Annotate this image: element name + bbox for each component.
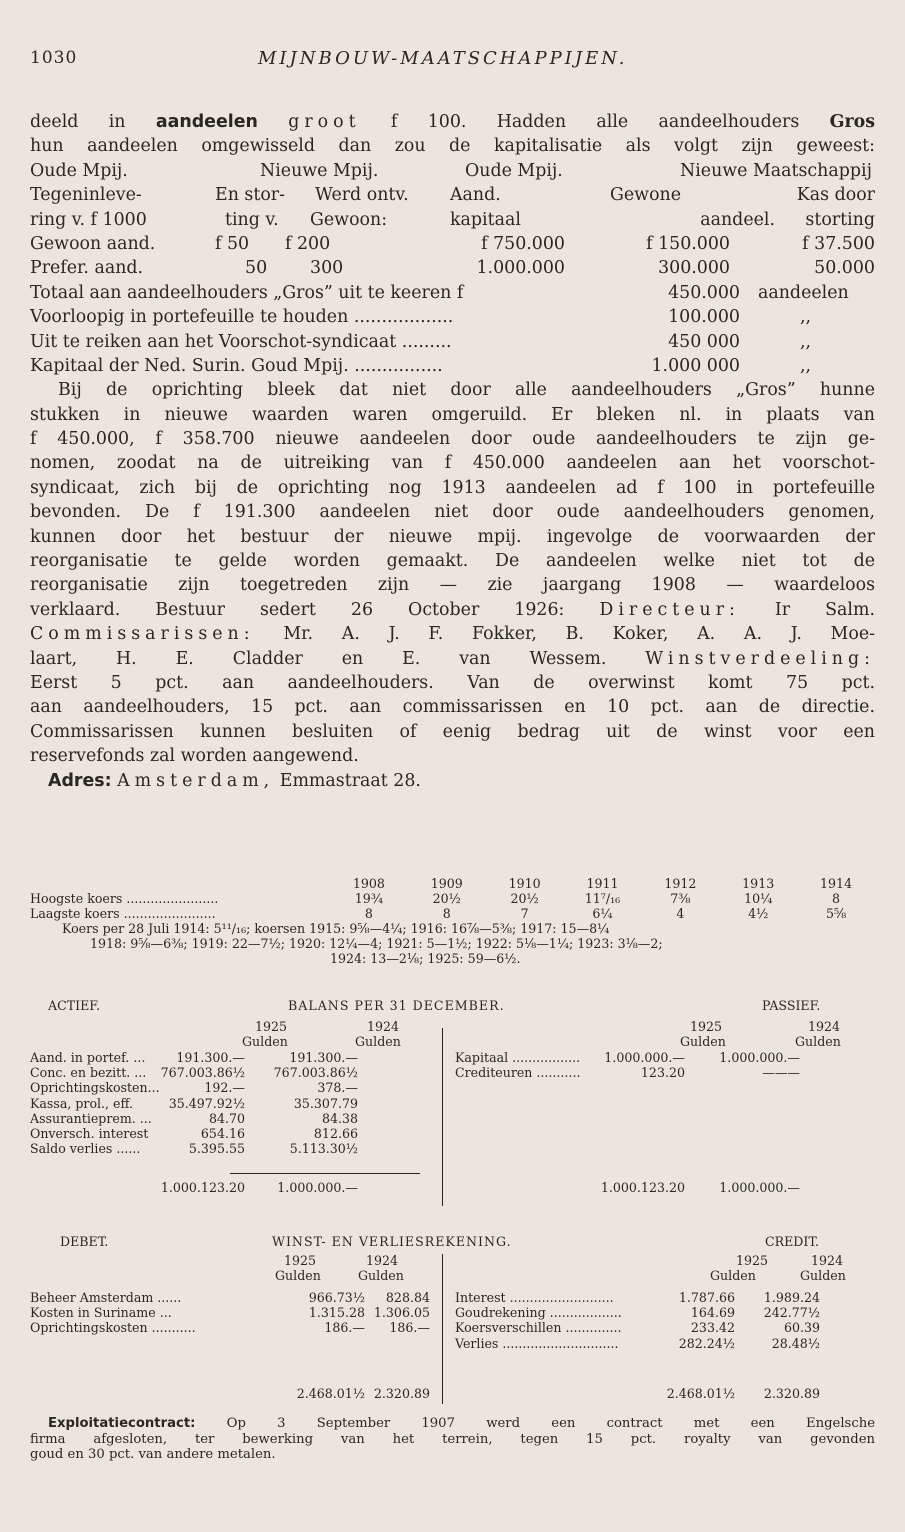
balans-total-value: 1.000.000.— (277, 1180, 358, 1195)
body-text: laart, H. E. Cladder en E. van Wessem. (30, 648, 646, 669)
balans-left-value: 378.— (317, 1080, 358, 1096)
winst-row (30, 1305, 875, 1320)
conv-cell: 1.000.000 (476, 258, 565, 279)
conv-head: ting v. (225, 209, 279, 230)
balans-row (30, 1141, 875, 1156)
summary-label: Totaal aan aandeelhouders „Gros” uit te keeren f (30, 282, 464, 303)
koers-label: Hoogste koers ....................... (30, 891, 219, 906)
exploitatie-text: Op 3 September 1907 werd een contract met een Engelsche (195, 1416, 875, 1431)
koers-value: 20½ (510, 891, 539, 906)
balans-left-label: Aand. in portef. ... (30, 1050, 146, 1065)
body-line-commissarissen (30, 622, 875, 646)
body-line: syndicaat, zich bij de oprichting nog 1913 aandeelen ad f 100 in portefeuille (30, 477, 875, 498)
winst-year: 1924 (811, 1253, 844, 1269)
conv-head: En stor- (215, 185, 285, 206)
winst-row (30, 1320, 875, 1335)
conversion-header-3 (30, 208, 875, 232)
winst-total-value: 2.320.89 (373, 1386, 430, 1401)
winst-right-value: 1.989.24 (763, 1290, 820, 1305)
balans-right-label: Crediteuren ........... (455, 1065, 581, 1081)
body-line: reorganisatie te gelde worden gemaakt. De aandeelen welke niet tot de (30, 551, 875, 572)
balans-right-value: 123.20 (640, 1065, 685, 1081)
conv-cell: 50 (245, 258, 268, 279)
balans-unit: Gulden (355, 1034, 401, 1050)
winst-right-value: 164.69 (690, 1305, 735, 1321)
balans-heading-row (30, 998, 875, 1013)
koers-line: 1918: 9⅝—6⅜; 1919: 22—7½; 1920: 12¼—4; 1921: 5—1½; 1922: 5⅛—1¼; 1923: 3⅛—2; (90, 936, 663, 951)
balans-left-label: Oprichtingskosten... (30, 1080, 160, 1096)
exploitatie-line-2: firma afgesloten, ter bewerking van het terrein, tegen 15 pct. royalty van gevonden (30, 1431, 875, 1447)
exploitatie-line-3: goud en 30 pct. van andere metalen. (30, 1447, 276, 1463)
balans-left-label: Assurantieprem. ... (30, 1110, 152, 1126)
winst-row (30, 1290, 875, 1305)
koers-value: 19¾ (354, 891, 384, 906)
conv-head: Gewoon: (310, 209, 388, 230)
body-text: Ir Salm. (739, 599, 875, 620)
body-line: stukken in nieuwe waarden waren omgeruild. Er bleken nl. in plaats van (30, 404, 875, 425)
koers-year: 1912 (664, 876, 697, 891)
intro-section (30, 110, 875, 793)
winst-year: 1924 (366, 1253, 399, 1269)
body-line: Bij de oprichting bleek dat niet door alle aandeelhouders „Gros” hunne (58, 380, 875, 401)
adres-street: Emmastraat 28. (274, 770, 421, 791)
summary-value: 100.000 (668, 307, 740, 328)
winst-right-value: 28.48½ (771, 1335, 820, 1351)
summary-unit: ,, (800, 307, 812, 328)
koers-value: 8 (832, 891, 841, 906)
winst-right-value: 282.24½ (678, 1335, 735, 1351)
winst-unit: Gulden (275, 1268, 321, 1284)
body-line: aan aandeelhouders, 15 pct. aan commissarissen en 10 pct. aan de directie. (30, 697, 875, 718)
balans-left-value: 191.300.— (289, 1050, 358, 1065)
body-text: Mr. A. J. F. Fokker, B. Koker, A. A. J. Moe- (254, 624, 875, 645)
body-line: nomen, zoodat na de uitreiking van f 450.000 aandeelen aan het voorschot- (30, 453, 875, 474)
exploitatie-line-1 (30, 1416, 875, 1432)
balans-right-label: Kapitaal ................. (455, 1050, 581, 1065)
summary-value: 450.000 (668, 282, 740, 303)
balans-left-value: 5.113.30½ (289, 1141, 358, 1157)
koers-value: 6¼ (592, 906, 613, 921)
conv-cell: 50.000 (814, 258, 875, 279)
balans-year: 1925 (690, 1019, 723, 1035)
koers-value: 7 (520, 906, 529, 921)
summary-row (30, 281, 875, 305)
winst-row (30, 1336, 875, 1351)
koers-value: 7⅜ (670, 891, 691, 906)
conv-cell: f 50 (215, 233, 250, 254)
winst-year-row (30, 1253, 875, 1268)
body-line: reservefonds zal worden aangewend. (30, 746, 359, 767)
winst-left-value: 1.306.05 (373, 1305, 430, 1321)
intro-text: deeld in (30, 112, 156, 132)
koers-value: 4 (676, 906, 685, 921)
koers-value: 11⁷/₁₆ (584, 891, 621, 906)
winst-left-label: Kosten in Suriname ... (30, 1305, 172, 1321)
winst-year: 1925 (284, 1253, 317, 1269)
conv-head: Gewone (610, 185, 682, 206)
conv-head: Oude Mpij. (30, 160, 128, 181)
adres-city: Amsterdam, (117, 770, 275, 791)
winst-left-value: 966.73½ (308, 1290, 365, 1305)
winst-debet-label: DEBET. (60, 1234, 109, 1249)
balans-actief-label: ACTIEF. (48, 998, 101, 1013)
conversion-header-2 (30, 183, 875, 207)
koers-value: 10¼ (744, 891, 773, 906)
intro-bold-gros: Gros (829, 112, 875, 132)
balans-left-value: 35.497.92½ (168, 1095, 245, 1111)
koers-hoogste-row (30, 891, 875, 906)
winst-unit: Gulden (710, 1268, 756, 1284)
intro-spaced-groot: groot (288, 112, 361, 132)
conversion-row (30, 232, 875, 256)
conv-cell: Prefer. aand. (30, 258, 144, 279)
koers-value: 8 (364, 906, 373, 921)
winst-heading-row (30, 1234, 875, 1249)
conv-cell: f 200 (285, 233, 331, 254)
conv-cell: f 150.000 (646, 233, 730, 254)
intro-bold-aandeelen: aandeelen (155, 112, 258, 132)
body-line: bevonden. De f 191.300 aandeelen niet door oude aandeelhouders genomen, (30, 502, 875, 523)
koers-label: Laagste koers ....................... (30, 906, 216, 921)
balans-left-label: Conc. en bezitt. ... (30, 1065, 147, 1081)
winst-unit: Gulden (800, 1268, 846, 1284)
body-line: Eerst 5 pct. aan aandeelhouders. Van de overwinst komt 75 pct. (30, 672, 875, 693)
winst-right-value: 242.77½ (763, 1305, 820, 1321)
winst-total-value: 2.320.89 (763, 1386, 820, 1401)
koers-years-row (30, 876, 875, 891)
balans-unit: Gulden (680, 1034, 726, 1050)
balans-total-value: 1.000.123.20 (600, 1180, 685, 1195)
conv-cell: 300.000 (658, 258, 730, 279)
label-commissarissen: Commissarissen: (30, 624, 255, 645)
koers-value: 4½ (748, 906, 769, 921)
winst-left-value: 1.315.28 (308, 1305, 365, 1321)
conv-head: Aand. (450, 185, 501, 206)
adres-line (30, 769, 875, 793)
koers-year: 1908 (352, 876, 385, 891)
winst-left-value: 186.— (324, 1320, 365, 1336)
koers-line: 1924: 13—2⅛; 1925: 59—6½. (330, 951, 521, 966)
balans-left-value: 5.395.55 (188, 1141, 245, 1157)
balans-total-value: 1.000.000.— (719, 1180, 800, 1195)
balans-title: BALANS PER 31 DECEMBER. (288, 998, 505, 1013)
summary-label: Voorloopig in portefeuille te houden .................. (30, 307, 454, 328)
winst-divider (442, 1254, 443, 1404)
intro-text: f 100. Hadden alle aandeelhouders (360, 112, 830, 132)
balans-right-value: ——— (762, 1065, 800, 1081)
balans-left-label: Onversch. interest (30, 1125, 149, 1141)
koers-corner (30, 876, 330, 891)
balans-unit-row (30, 1034, 875, 1049)
body-line-bestuur (30, 598, 875, 622)
winst-unit: Gulden (358, 1268, 404, 1284)
winst-left-label: Oprichtingskosten ........... (30, 1320, 196, 1336)
winst-left-value: 828.84 (385, 1290, 430, 1305)
winst-year: 1925 (736, 1253, 769, 1269)
balans-row (30, 1126, 875, 1141)
winst-right-label: Interest .......................... (455, 1290, 614, 1305)
balans-year: 1925 (255, 1019, 288, 1035)
winst-total-value: 2.468.01½ (666, 1386, 735, 1401)
conv-head: Oude Mpij. (465, 160, 563, 181)
koers-year: 1914 (820, 876, 853, 891)
adres-label: Adres: (48, 770, 112, 791)
balans-left-total-rule (230, 1173, 420, 1174)
conv-head: kapitaal (450, 209, 521, 230)
balans-left-value: 767.003.86½ (273, 1065, 358, 1081)
koers-year: 1909 (430, 876, 463, 891)
balans-row (30, 1080, 875, 1095)
summary-row (30, 354, 875, 378)
label-directeur: Directeur: (599, 599, 740, 620)
conv-head: Werd ontv. (315, 185, 409, 206)
summary-label: Kapitaal der Ned. Surin. Goud Mpij. ................ (30, 355, 443, 376)
body-paragraph (30, 378, 875, 793)
summary-unit: ,, (800, 355, 812, 376)
body-line: reorganisatie zijn toegetreden zijn — zie jaargang 1908 — waardeloos (30, 575, 875, 596)
summary-row (30, 330, 875, 354)
conv-cell: f 750.000 (481, 233, 565, 254)
balans-left-value: 191.300.— (176, 1050, 245, 1065)
conv-head: aandeel. (700, 209, 775, 230)
body-line: f 450.000, f 358.700 nieuwe aandeelen door oude aandeelhouders te zijn ge- (30, 429, 875, 450)
balans-left-value: 767.003.86½ (160, 1065, 245, 1081)
balans-left-value: 84.70 (208, 1110, 245, 1126)
winst-title: WINST- EN VERLIESREKENING. (272, 1234, 512, 1249)
summary-table (30, 281, 875, 379)
balans-left-value: 654.16 (200, 1125, 245, 1141)
balans-total-row (30, 1180, 875, 1195)
balans-body (30, 1050, 875, 1195)
koers-laagste-row (30, 906, 875, 921)
page-header (30, 48, 875, 78)
winst-right-value: 60.39 (783, 1320, 820, 1336)
winst-right-label: Verlies ............................. (455, 1335, 619, 1351)
conv-head: Kas door (796, 185, 875, 206)
balans-unit: Gulden (795, 1034, 841, 1050)
winst-credit-label: CREDIT. (765, 1234, 819, 1249)
balans-passief-label: PASSIEF. (762, 998, 821, 1013)
conv-head: Nieuwe Maatschappij (680, 160, 872, 181)
winst-left-label: Beheer Amsterdam ...... (30, 1290, 182, 1305)
koers-year: 1913 (742, 876, 775, 891)
summary-label: Uit te reiken aan het Voorschot-syndicaat ......... (30, 331, 452, 352)
balans-left-label: Kassa, prol., eff. (30, 1095, 134, 1111)
balans-year: 1924 (808, 1019, 841, 1035)
balans-total-value: 1.000.123.20 (160, 1180, 245, 1195)
running-title: MIJNBOUW-MAATSCHAPPIJEN. (258, 48, 628, 69)
label-winstverdeeling: Winstverdeeling: (645, 648, 875, 669)
conv-cell: Gewoon aand. (30, 233, 156, 254)
balans-unit: Gulden (242, 1034, 288, 1050)
conv-cell: 300 (310, 258, 344, 279)
summary-row (30, 305, 875, 329)
winst-right-label: Koersverschillen .............. (455, 1320, 622, 1336)
balans-row (30, 1111, 875, 1126)
summary-unit: ,, (800, 331, 812, 352)
exploitatie-label: Exploitatiecontract: (48, 1416, 196, 1431)
balans-left-value: 812.66 (313, 1125, 358, 1141)
conv-head: Nieuwe Mpij. (260, 160, 379, 181)
winst-body (30, 1290, 875, 1401)
conv-cell: f 37.500 (802, 233, 875, 254)
balans-row (30, 1096, 875, 1111)
body-line-winstverdeeling (30, 647, 875, 671)
balans-left-label: Saldo verlies ...... (30, 1141, 141, 1157)
winst-table (30, 1234, 875, 1404)
intro-line-2: hun aandeelen omgewisseld dan zou de kapitalisatie als volgt zijn geweest: (30, 136, 875, 157)
conv-head: Tegeninleve- (30, 185, 142, 206)
exploitatie-paragraph (30, 1416, 875, 1463)
balans-divider (442, 1028, 443, 1206)
body-line: Commissarissen kunnen besluiten of eenig bedrag uit de winst voor een (30, 721, 875, 742)
koers-year: 1910 (508, 876, 541, 891)
koers-table (30, 876, 875, 966)
winst-unit-row (30, 1268, 875, 1283)
winst-right-label: Goudrekening .................. (455, 1305, 622, 1321)
koers-year: 1911 (586, 876, 619, 891)
conversion-row (30, 256, 875, 280)
winst-total-row (30, 1386, 875, 1401)
balans-left-value: 35.307.79 (293, 1095, 358, 1111)
koers-line: Koers per 28 Juli 1914: 5¹¹/₁₆; koersen 1915: 9⅝—4¼; 1916: 16⅞—5⅜; 1917: 15—8¼ (62, 921, 610, 936)
body-line: kunnen door het bestuur der nieuwe mpij. ingevolge de voorwaarden der (30, 526, 875, 547)
winst-right-value: 233.42 (690, 1320, 735, 1336)
conv-head: ring v. f 1000 (30, 209, 147, 230)
winst-left-value: 186.— (389, 1320, 430, 1336)
summary-value: 450 000 (668, 331, 740, 352)
balans-year-row (30, 1019, 875, 1034)
balans-left-value: 192.— (204, 1080, 245, 1096)
winst-right-value: 1.787.66 (678, 1290, 735, 1305)
koers-value: 20½ (432, 891, 461, 906)
balans-row (30, 1050, 875, 1065)
summary-unit: aandeelen (758, 282, 849, 303)
conversion-header-1 (30, 159, 875, 183)
balans-table (30, 998, 875, 1213)
balans-row (30, 1065, 875, 1080)
balans-left-value: 84.38 (321, 1110, 358, 1126)
balans-right-value: 1.000.000.— (604, 1050, 685, 1065)
body-text: verklaard. Bestuur sedert 26 October 1926: (30, 599, 600, 620)
intro-line-1 (30, 110, 875, 134)
koers-value: 8 (442, 906, 451, 921)
conv-head: storting (805, 209, 875, 230)
balans-year: 1924 (367, 1019, 400, 1035)
summary-value: 1.000 000 (651, 355, 740, 376)
page-number: 1030 (30, 48, 78, 68)
winst-total-value: 2.468.01½ (296, 1386, 365, 1401)
koers-value: 5⅝ (825, 906, 847, 921)
balans-right-value: 1.000.000.— (719, 1050, 800, 1065)
